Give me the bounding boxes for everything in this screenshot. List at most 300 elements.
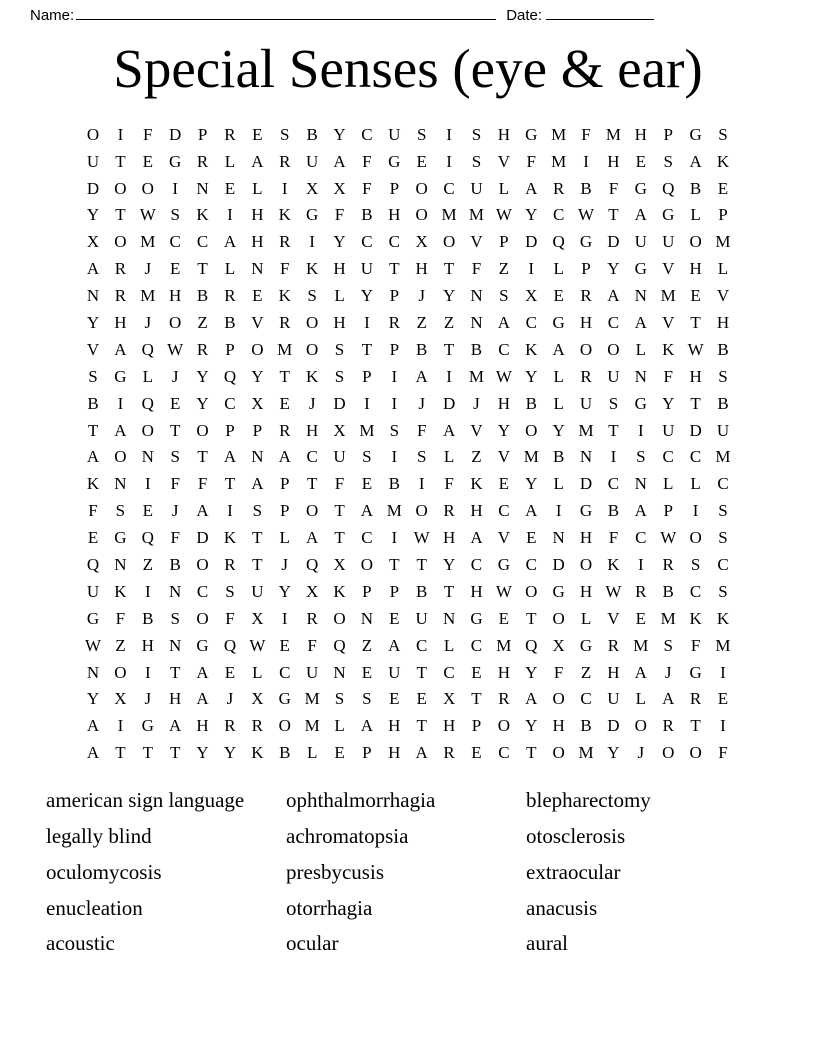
grid-cell[interactable]: M — [715, 635, 731, 655]
grid-cell[interactable]: N — [579, 447, 593, 467]
grid-cell[interactable]: I — [281, 178, 288, 198]
grid-cell[interactable]: U — [716, 420, 730, 440]
grid-cell[interactable]: Y — [196, 393, 209, 413]
grid-cell[interactable]: Y — [251, 366, 264, 386]
grid-cell[interactable]: C — [525, 312, 537, 332]
grid-cell[interactable]: O — [114, 662, 127, 682]
grid-cell[interactable]: A — [196, 662, 209, 682]
grid-cell[interactable]: Q — [141, 528, 154, 548]
grid-cell[interactable]: A — [86, 259, 100, 279]
grid-cell[interactable]: U — [388, 124, 401, 144]
grid-cell[interactable]: L — [663, 474, 674, 494]
grid-cell[interactable]: T — [142, 743, 153, 763]
grid-cell[interactable]: I — [637, 420, 644, 440]
grid-cell[interactable]: I — [583, 151, 589, 171]
grid-cell[interactable]: G — [689, 124, 702, 144]
grid-cell[interactable]: G — [634, 178, 647, 198]
grid-cell[interactable]: S — [636, 447, 646, 467]
grid-cell[interactable]: U — [415, 608, 428, 628]
grid-cell[interactable]: I — [117, 124, 124, 144]
grid-cell[interactable]: B — [607, 501, 620, 521]
grid-cell[interactable]: P — [389, 339, 400, 359]
grid-cell[interactable]: I — [364, 312, 370, 332]
grid-cell[interactable]: N — [169, 581, 182, 601]
grid-cell[interactable]: J — [308, 393, 316, 413]
grid-cell[interactable]: O — [360, 555, 374, 574]
grid-cell[interactable]: S — [416, 447, 427, 467]
grid-cell[interactable]: P — [225, 420, 235, 440]
grid-cell[interactable]: J — [281, 555, 289, 574]
grid-cell[interactable]: A — [442, 420, 456, 440]
grid-cell[interactable]: J — [144, 259, 152, 279]
grid-cell[interactable]: A — [607, 286, 620, 306]
grid-cell[interactable]: M — [468, 205, 485, 225]
word-list-item[interactable]: otorrhagia — [286, 895, 373, 920]
grid-cell[interactable]: M — [578, 420, 594, 440]
grid-cell[interactable]: J — [226, 689, 234, 709]
grid-cell[interactable]: R — [607, 635, 620, 655]
grid-cell[interactable]: E — [361, 474, 373, 494]
grid-cell[interactable]: X — [114, 689, 127, 709]
grid-cell[interactable]: S — [170, 205, 180, 225]
grid-cell[interactable]: O — [525, 581, 538, 601]
grid-cell[interactable]: H — [114, 312, 127, 332]
grid-cell[interactable]: T — [334, 528, 345, 548]
grid-cell[interactable]: K — [278, 205, 291, 225]
grid-cell[interactable]: O — [415, 205, 428, 225]
grid-cell[interactable]: F — [718, 743, 728, 763]
grid-cell[interactable]: Y — [607, 259, 620, 279]
grid-cell[interactable]: P — [362, 366, 372, 386]
grid-cell[interactable]: G — [114, 528, 127, 548]
grid-cell[interactable]: M — [715, 232, 731, 252]
grid-cell[interactable]: R — [251, 716, 264, 736]
grid-cell[interactable]: A — [223, 232, 237, 252]
grid-cell[interactable]: H — [442, 716, 456, 736]
grid-cell[interactable]: T — [443, 339, 455, 359]
grid-cell[interactable]: K — [470, 474, 483, 494]
grid-cell[interactable]: C — [470, 555, 483, 574]
grid-cell[interactable]: I — [281, 608, 288, 628]
grid-cell[interactable]: G — [552, 581, 565, 601]
grid-cell[interactable]: N — [360, 608, 374, 628]
grid-cell[interactable]: A — [689, 151, 702, 171]
date-write-line[interactable] — [546, 6, 654, 20]
grid-cell[interactable]: N — [196, 178, 209, 198]
grid-cell[interactable]: A — [470, 528, 483, 548]
grid-cell[interactable]: R — [552, 178, 565, 198]
grid-cell[interactable]: T — [306, 474, 318, 494]
grid-cell[interactable]: R — [224, 124, 236, 144]
grid-cell[interactable]: R — [114, 286, 127, 306]
grid-cell[interactable]: R — [443, 501, 455, 521]
grid-cell[interactable]: M — [605, 124, 621, 144]
grid-cell[interactable]: E — [169, 393, 181, 413]
grid-cell[interactable]: H — [388, 205, 401, 225]
grid-cell[interactable]: Q — [662, 178, 675, 198]
grid-cell[interactable]: Y — [86, 312, 100, 332]
grid-cell[interactable]: T — [115, 205, 126, 225]
grid-cell[interactable]: H — [607, 151, 620, 171]
grid-cell[interactable]: A — [388, 635, 401, 655]
grid-cell[interactable]: O — [689, 743, 702, 763]
grid-cell[interactable]: T — [526, 608, 537, 628]
grid-cell[interactable]: T — [443, 581, 455, 601]
grid-cell[interactable]: G — [579, 501, 593, 521]
grid-cell[interactable]: H — [251, 205, 264, 225]
grid-cell[interactable]: K — [278, 286, 291, 306]
grid-cell[interactable]: V — [251, 312, 264, 332]
grid-cell[interactable]: P — [389, 178, 400, 198]
grid-cell[interactable]: H — [497, 662, 510, 682]
grid-cell[interactable]: Q — [333, 635, 346, 655]
grid-cell[interactable]: O — [552, 743, 565, 763]
grid-cell[interactable]: Y — [497, 420, 510, 440]
grid-cell[interactable]: I — [637, 555, 644, 574]
grid-cell[interactable]: F — [143, 124, 153, 144]
grid-cell[interactable]: L — [142, 366, 153, 386]
grid-cell[interactable]: Y — [552, 420, 565, 440]
grid-cell[interactable]: D — [169, 124, 182, 144]
grid-cell[interactable]: M — [140, 232, 156, 252]
grid-cell[interactable]: V — [497, 447, 510, 467]
grid-cell[interactable]: H — [415, 259, 428, 279]
grid-cell[interactable]: Z — [115, 635, 126, 655]
grid-cell[interactable]: A — [333, 151, 346, 171]
grid-cell[interactable]: Y — [278, 581, 291, 601]
grid-cell[interactable]: C — [361, 124, 373, 144]
grid-cell[interactable]: A — [525, 501, 538, 521]
grid-cell[interactable]: U — [333, 447, 346, 467]
grid-cell[interactable]: V — [470, 420, 483, 440]
grid-cell[interactable]: S — [471, 124, 482, 144]
grid-cell[interactable]: C — [361, 528, 373, 548]
grid-cell[interactable]: K — [305, 366, 319, 386]
grid-cell[interactable]: B — [662, 581, 674, 601]
grid-cell[interactable]: S — [499, 286, 509, 306]
grid-cell[interactable]: O — [114, 447, 127, 467]
grid-cell[interactable]: P — [389, 581, 400, 601]
grid-cell[interactable]: A — [196, 689, 209, 709]
grid-cell[interactable]: C — [224, 393, 236, 413]
grid-cell[interactable]: V — [470, 232, 483, 252]
grid-cell[interactable]: M — [496, 635, 512, 655]
grid-cell[interactable]: F — [115, 608, 126, 628]
grid-cell[interactable]: E — [717, 689, 729, 709]
grid-cell[interactable]: E — [361, 662, 373, 682]
grid-cell[interactable]: A — [415, 743, 428, 763]
grid-cell[interactable]: L — [224, 151, 236, 171]
grid-cell[interactable]: Y — [525, 474, 538, 494]
grid-cell[interactable]: L — [635, 689, 647, 709]
grid-cell[interactable]: G — [305, 205, 319, 225]
grid-cell[interactable]: H — [607, 662, 620, 682]
grid-cell[interactable]: Y — [662, 393, 675, 413]
grid-cell[interactable]: J — [171, 366, 179, 386]
grid-cell[interactable]: P — [252, 420, 263, 440]
grid-cell[interactable]: V — [662, 259, 675, 279]
grid-cell[interactable]: S — [718, 528, 728, 548]
grid-cell[interactable]: N — [141, 447, 154, 467]
grid-cell[interactable]: O — [552, 608, 565, 628]
grid-cell[interactable]: H — [333, 259, 346, 279]
grid-cell[interactable]: U — [662, 232, 675, 252]
grid-cell[interactable]: C — [552, 205, 565, 225]
grid-cell[interactable]: F — [581, 124, 591, 144]
grid-cell[interactable]: L — [443, 635, 455, 655]
grid-cell[interactable]: A — [662, 689, 675, 709]
grid-cell[interactable]: B — [224, 312, 236, 332]
grid-cell[interactable]: Y — [442, 286, 456, 306]
grid-cell[interactable]: L — [224, 259, 236, 279]
grid-cell[interactable]: I — [555, 501, 562, 521]
word-list-item[interactable]: aural — [526, 931, 568, 956]
grid-cell[interactable]: S — [280, 124, 290, 144]
grid-cell[interactable]: N — [470, 286, 483, 306]
grid-cell[interactable]: C — [607, 474, 620, 494]
grid-cell[interactable]: J — [473, 393, 480, 413]
grid-cell[interactable]: O — [141, 420, 154, 440]
grid-cell[interactable]: B — [717, 393, 729, 413]
grid-cell[interactable]: F — [416, 420, 427, 440]
grid-cell[interactable]: T — [252, 555, 263, 574]
grid-cell[interactable]: I — [172, 178, 179, 198]
grid-cell[interactable]: I — [446, 151, 452, 171]
grid-cell[interactable]: O — [114, 178, 127, 198]
grid-cell[interactable]: Y — [333, 124, 346, 144]
grid-cell[interactable]: Z — [416, 312, 427, 332]
grid-cell[interactable]: O — [333, 608, 346, 628]
grid-cell[interactable]: H — [196, 716, 209, 736]
grid-cell[interactable]: S — [608, 393, 619, 413]
grid-cell[interactable]: H — [169, 689, 182, 709]
grid-cell[interactable]: P — [499, 232, 509, 252]
word-list-item[interactable]: blepharectomy — [526, 788, 651, 813]
grid-cell[interactable]: Q — [525, 635, 538, 655]
grid-cell[interactable]: E — [389, 689, 400, 709]
grid-cell[interactable]: D — [579, 474, 593, 494]
grid-cell[interactable]: J — [171, 501, 179, 521]
grid-cell[interactable]: I — [692, 501, 699, 521]
grid-cell[interactable]: Y — [86, 689, 100, 709]
grid-cell[interactable]: A — [169, 716, 182, 736]
grid-cell[interactable]: C — [361, 232, 373, 252]
grid-cell[interactable]: A — [114, 339, 127, 359]
grid-cell[interactable]: O — [525, 420, 538, 440]
grid-cell[interactable]: R — [279, 232, 291, 252]
grid-cell[interactable]: F — [608, 178, 619, 198]
grid-cell[interactable]: S — [663, 635, 673, 655]
word-list-item[interactable]: enucleation — [46, 895, 143, 920]
grid-cell[interactable]: U — [360, 259, 374, 279]
grid-cell[interactable]: V — [497, 151, 510, 171]
grid-cell[interactable]: M — [551, 151, 567, 171]
grid-cell[interactable]: L — [553, 393, 564, 413]
grid-cell[interactable]: K — [333, 581, 346, 601]
grid-cell[interactable]: Z — [580, 662, 592, 682]
grid-cell[interactable]: I — [610, 447, 617, 467]
grid-cell[interactable]: M — [523, 447, 539, 467]
grid-cell[interactable]: C — [635, 528, 647, 548]
grid-cell[interactable]: B — [87, 393, 99, 413]
word-list-item[interactable]: achromatopsia — [286, 823, 409, 848]
grid-cell[interactable]: S — [718, 581, 728, 601]
grid-cell[interactable]: U — [470, 178, 483, 198]
grid-cell[interactable]: E — [471, 743, 482, 763]
grid-cell[interactable]: I — [144, 662, 151, 682]
grid-cell[interactable]: O — [141, 178, 154, 198]
grid-cell[interactable]: P — [197, 124, 208, 144]
word-list-item[interactable]: anacusis — [526, 895, 598, 920]
grid-cell[interactable]: S — [307, 286, 317, 306]
grid-cell[interactable]: A — [525, 178, 538, 198]
grid-cell[interactable]: H — [388, 716, 401, 736]
grid-cell[interactable]: P — [362, 743, 372, 763]
grid-cell[interactable]: J — [637, 743, 645, 763]
grid-cell[interactable]: N — [634, 366, 647, 386]
grid-cell[interactable]: A — [634, 662, 647, 682]
grid-cell[interactable]: T — [224, 474, 236, 494]
grid-cell[interactable]: B — [580, 178, 592, 198]
grid-cell[interactable]: C — [689, 581, 702, 601]
grid-cell[interactable]: N — [86, 286, 100, 306]
grid-cell[interactable]: O — [579, 339, 593, 359]
grid-cell[interactable]: S — [663, 151, 673, 171]
grid-cell[interactable]: S — [362, 447, 372, 467]
grid-cell[interactable]: R — [279, 312, 291, 332]
grid-cell[interactable]: F — [663, 366, 673, 386]
grid-cell[interactable]: B — [196, 286, 209, 306]
grid-cell[interactable]: T — [115, 743, 126, 763]
grid-cell[interactable]: O — [114, 232, 127, 252]
grid-cell[interactable]: M — [660, 608, 676, 628]
grid-cell[interactable]: S — [170, 447, 180, 467]
grid-cell[interactable]: T — [115, 151, 126, 171]
grid-cell[interactable]: U — [634, 232, 647, 252]
grid-cell[interactable]: A — [497, 312, 510, 332]
grid-cell[interactable]: L — [334, 716, 345, 736]
grid-cell[interactable]: U — [607, 689, 620, 709]
grid-cell[interactable]: F — [197, 474, 208, 494]
grid-cell[interactable]: U — [251, 581, 264, 601]
grid-cell[interactable]: O — [196, 555, 209, 574]
grid-cell[interactable]: T — [169, 743, 181, 763]
grid-cell[interactable]: H — [689, 366, 702, 386]
grid-cell[interactable]: B — [416, 339, 428, 359]
grid-cell[interactable]: L — [443, 447, 455, 467]
grid-cell[interactable]: R — [114, 259, 127, 279]
grid-cell[interactable]: O — [689, 528, 702, 548]
grid-cell[interactable]: G — [114, 366, 127, 386]
grid-cell[interactable]: F — [334, 205, 345, 225]
grid-cell[interactable]: G — [579, 232, 593, 252]
grid-cell[interactable]: U — [86, 581, 100, 601]
grid-cell[interactable]: V — [716, 286, 730, 306]
grid-cell[interactable]: J — [144, 689, 152, 709]
grid-cell[interactable]: F — [225, 608, 235, 628]
grid-cell[interactable]: N — [470, 312, 483, 332]
grid-cell[interactable]: Q — [141, 339, 154, 359]
grid-cell[interactable]: O — [278, 716, 291, 736]
grid-cell[interactable]: C — [388, 232, 400, 252]
grid-cell[interactable]: W — [495, 205, 512, 225]
word-list-item[interactable]: extraocular — [526, 859, 621, 884]
grid-cell[interactable]: O — [442, 232, 456, 252]
grid-cell[interactable]: J — [418, 286, 425, 306]
grid-cell[interactable]: C — [717, 474, 729, 494]
grid-cell[interactable]: K — [114, 581, 127, 601]
grid-cell[interactable]: P — [663, 501, 673, 521]
grid-cell[interactable]: W — [413, 528, 430, 548]
grid-cell[interactable]: O — [196, 420, 209, 440]
grid-cell[interactable]: E — [635, 151, 647, 171]
grid-cell[interactable]: C — [580, 689, 592, 709]
grid-cell[interactable]: Y — [607, 743, 620, 763]
grid-cell[interactable]: M — [304, 716, 320, 736]
grid-cell[interactable]: A — [634, 205, 647, 225]
grid-cell[interactable]: K — [196, 205, 209, 225]
grid-cell[interactable]: O — [169, 312, 182, 332]
grid-cell[interactable]: L — [717, 259, 729, 279]
grid-cell[interactable]: I — [446, 124, 452, 144]
grid-cell[interactable]: K — [525, 339, 538, 359]
grid-cell[interactable]: B — [689, 178, 702, 198]
grid-cell[interactable]: X — [251, 689, 264, 709]
grid-cell[interactable]: A — [223, 447, 237, 467]
grid-cell[interactable]: T — [389, 555, 400, 574]
grid-cell[interactable]: E — [635, 608, 647, 628]
grid-cell[interactable]: L — [334, 286, 345, 306]
grid-cell[interactable]: N — [114, 474, 127, 494]
grid-cell[interactable]: S — [718, 366, 728, 386]
grid-cell[interactable]: G — [525, 124, 538, 144]
grid-cell[interactable]: B — [717, 339, 729, 359]
grid-cell[interactable]: S — [334, 366, 345, 386]
grid-cell[interactable]: F — [170, 528, 180, 548]
grid-cell[interactable]: Y — [196, 366, 209, 386]
grid-cell[interactable]: Q — [86, 555, 100, 574]
grid-cell[interactable]: T — [389, 259, 400, 279]
grid-cell[interactable]: G — [470, 608, 483, 628]
grid-cell[interactable]: T — [690, 716, 701, 736]
grid-cell[interactable]: E — [252, 286, 263, 306]
grid-cell[interactable]: H — [579, 312, 593, 332]
grid-cell[interactable]: C — [416, 635, 428, 655]
grid-cell[interactable]: D — [442, 393, 456, 413]
grid-cell[interactable]: F — [608, 528, 619, 548]
grid-cell[interactable]: J — [664, 662, 672, 682]
grid-cell[interactable]: X — [333, 555, 346, 574]
grid-cell[interactable]: N — [552, 528, 565, 548]
grid-cell[interactable]: B — [279, 743, 291, 763]
grid-cell[interactable]: L — [635, 339, 647, 359]
word-list-item[interactable]: presbycusis — [286, 859, 384, 884]
grid-cell[interactable]: W — [249, 635, 266, 655]
grid-cell[interactable]: T — [690, 393, 701, 413]
grid-cell[interactable]: O — [305, 501, 319, 521]
grid-cell[interactable]: I — [446, 366, 452, 386]
grid-cell[interactable]: L — [252, 662, 263, 682]
grid-cell[interactable]: I — [391, 393, 398, 413]
grid-cell[interactable]: N — [86, 662, 100, 682]
grid-cell[interactable]: I — [117, 716, 124, 736]
grid-cell[interactable]: J — [418, 393, 425, 413]
grid-cell[interactable]: M — [551, 124, 567, 144]
grid-cell[interactable]: E — [471, 662, 482, 682]
grid-cell[interactable]: Y — [525, 205, 538, 225]
grid-cell[interactable]: L — [690, 205, 701, 225]
grid-cell[interactable]: Y — [525, 662, 538, 682]
